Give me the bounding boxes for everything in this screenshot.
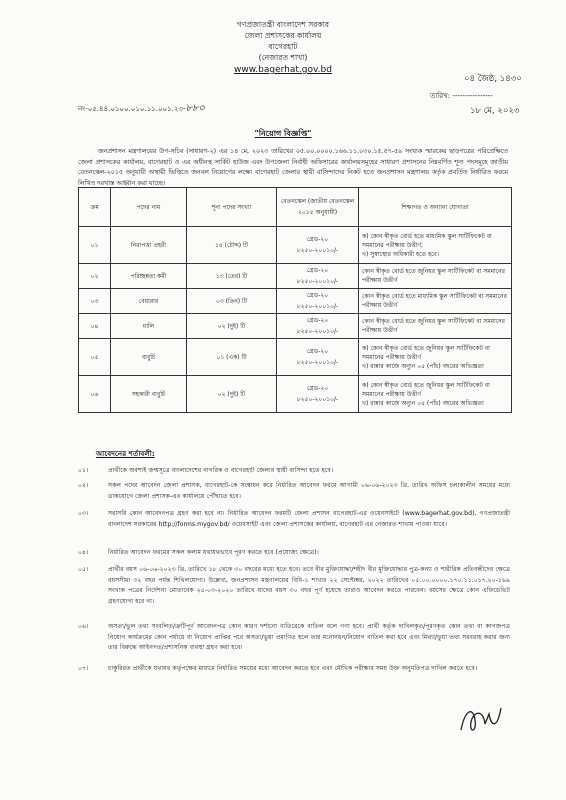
vacancy-table	[78, 187, 512, 413]
condition-number: ০৩।	[78, 510, 89, 517]
table-row	[79, 314, 512, 339]
section-name: (নেজারত শাখা)	[258, 53, 308, 62]
website-link[interactable]: www.bagerhat.gov.bd	[234, 65, 332, 75]
district-name: বাগেরহাট	[268, 42, 298, 51]
qual-line: ক) কোন স্বীকৃত বোর্ড হতে জুনিয়র স্কুল সার্টিফিকেট বা সমমানের পরীক্ষায় উত্তীর্ণ	[362, 344, 490, 361]
grade: গ্রেড-২০	[306, 267, 329, 274]
cell-qualification	[359, 376, 512, 413]
condition-number: ০৬।	[78, 623, 89, 630]
condition-text: প্রার্থীকে অবশ্যই জন্মসূত্রে বাংলাদেশের নাগরিক ও বাগেরহাট জেলার স্থায়ী বাসিন্দা হতে হবে।	[108, 467, 334, 474]
header-post: পদের নাম	[111, 188, 187, 227]
condition-number: ০২।	[78, 482, 89, 489]
cell-qualification	[359, 339, 512, 376]
qual-line: ক) কোন স্বীকৃত বোর্ড হতে জুনিয়র স্কুল সার্টিফিকেট বা সমমানের পরীক্ষায় উত্তীর্ণ	[362, 381, 490, 398]
header-count: শূন্য পদের সংখ্যা	[187, 188, 277, 227]
cell-count: ১৩ (তের) টি	[187, 264, 277, 289]
cell-scale	[277, 376, 359, 413]
signature-mark	[455, 700, 505, 740]
table-row	[79, 289, 512, 314]
condition-number: ০৭।	[78, 665, 89, 672]
grade: গ্রেড-২০	[306, 236, 329, 243]
qual-line: খ) সুস্বাস্থ্যের অধিকারী হতে হবে।	[362, 250, 440, 258]
intro-paragraph: জনপ্রশাসন মন্ত্রণালয়ের উপ-সচিব (সাধারণ-২) এর ১৪ মে, ২০২৩ তারিখের ০৫.০০.০০০০.১৬৬.১১.০৩০.১৫.৫৭-৫৯ সংখ্যক স্মারকের ছাড়পত্রের পরিপ্রেক্ষিতে জেলা প্রশাসকের কার্যালয়, বাগেরহাট ও এর অধীনস্থ সার্কিট হাউজ এবং উপজেলা নির্বাহী অফিসারের কার্যালয়সমূহের সাধারণ প্রশাসনের নিম্নবর্ণিত শূন্য পদসমূহে জাতীয় বেতনস্কেল-২০১৫ অনুযায়ী অস্থায়ী ভিত্তিতে জনবল নিয়োগের লক্ষ্যে বাগেরহাট জেলার স্থায়ী বাসিন্দাদের নিকট হতে জনপ্রশাসন মন্ত্রণালয় কর্তৃক প্রবর্তিত নির্ধারিত ফরমে লিখিত দরখাস্ত আহ্বান করা যাচ্ছে।	[78, 148, 508, 187]
office-title: জেলা প্রশাসকের কার্যালয়	[244, 31, 322, 40]
cell-sl: ০৫	[79, 339, 111, 376]
cell-sl: ০৪	[79, 314, 111, 339]
cell-sl: ০৬	[79, 376, 111, 413]
cell-scale	[277, 339, 359, 376]
memo-number-text: নং-০৫.৪৪.০১০০.০১০.১১.০০১.২৩-	[78, 105, 186, 113]
qual-line: কোন স্বীকৃত বোর্ড হতে মাধ্যমিক স্কুল সার্টিফিকেট বা সমমানের পরীক্ষায় উত্তীর্ণ	[362, 293, 507, 309]
date-label: তারিখ: ----------------	[430, 92, 493, 100]
condition-number: ০১।	[78, 467, 89, 474]
scale: ৮২৫০-২০০১০/-	[296, 247, 339, 254]
cell-qualification	[359, 289, 512, 314]
cell-scale	[277, 227, 359, 264]
cell-post: বাবুর্চি	[111, 339, 187, 376]
qual-line: খ) রান্নার কাজে অন্যুন ০৫ (পাঁচ) বছরের অভিজ্ঞতা	[362, 362, 484, 370]
qual-line: ক) কোন স্বীকৃত বোর্ড হতে মাধ্যমিক স্কুল সার্টিফিকেট বা সমমানের পরীক্ষায় উত্তীর্ণ;	[362, 232, 492, 249]
cell-sl: ০২	[79, 264, 111, 289]
condition-text: সরাসরি কোন আবেদনপত্র গ্রহণ করা হবে না। নির্ধারিত আবেদন ফরমটি জেলা প্রশাসন বাগেরহাট-এর ওয়েবসাইটে (www.bagerhat.gov.bd), গণপ্রজাতন্ত্রী বাংলাদেশ সরকারের http://forms.mygov.bd/ ওয়েবসাইট এবং জেলা প্রশাসকের কার্যালয়, বাগেরহাট এর নেজারত শাখায় পাওয়া যাবে।	[108, 510, 510, 528]
grade: গ্রেড-২০	[306, 348, 329, 355]
notice-title: "নিয়োগ বিজ্ঞপ্তি"	[254, 129, 312, 138]
cell-post: পরিচ্ছন্নতা কর্মী	[111, 264, 187, 289]
cell-qualification	[359, 227, 512, 264]
condition-number: ০৪।	[78, 549, 89, 556]
cell-scale	[277, 314, 359, 339]
condition-text: অসত্য/ভুল তথ্য সংবলিত/ত্রুটিপূর্ণ আবেদনপত্র কোন কারণ দর্শানো ব্যতিরেকে বাতিল বলে গণ্য হবে। প্রার্থী কর্তৃক দাখিলকৃত/পূরণকৃত কোন তথ্য বা কাগজপত্র নিয়োগ কার্যক্রমের কোন পর্যায়ে বা নিয়োগ প্রাপ্তির পরে অসত্য/ভুয়া প্রমাণিত হলে তার মনোনয়ন/নিয়োগ বাতিল করা হবে এবং মিথ্যা/ভুয়া তথ্য সরবরাহ করার জন্য তার বিরুদ্ধে আইনগত/প্রশাসনিক ব্যবস্থা গ্রহণ করা হবে।	[108, 623, 510, 651]
header-scale: বেতনস্কেল (জাতীয় বেতনস্কেল ২০১৫ অনুযায়ী)	[277, 188, 359, 227]
cell-count: ০২ (দুই) টি	[187, 314, 277, 339]
cell-sl: ০১	[79, 227, 111, 264]
cell-qualification	[359, 264, 512, 289]
cell-post: বেয়ারার	[111, 289, 187, 314]
cell-qualification	[359, 314, 512, 339]
header-qualification: শিক্ষাগত ও অন্যান্য যোগ্যতা	[359, 188, 512, 227]
memo-handwritten: ৮৮০	[185, 103, 205, 114]
grade: গ্রেড-২০	[306, 317, 329, 324]
condition-item	[78, 481, 510, 502]
condition-text: চাকুরিরত প্রার্থীকে যথাযথ কর্তৃপক্ষের মাধ্যমে নির্ধারিত সময়ের মধ্যে আবেদন করতে হবে এবং মৌখিক পরীক্ষার সময় উক্ত অনুমতিপত্র দাখিল করতে হবে।	[108, 665, 478, 672]
table-row	[79, 264, 512, 289]
scale: ৮২৫০-২০০১০/-	[296, 396, 339, 403]
cell-post: মালি	[111, 314, 187, 339]
govt-title: গণপ্রজাতন্ত্রী বাংলাদেশ সরকার	[236, 20, 330, 29]
conditions-title: আবেদনের শর্তাবলী:	[96, 449, 155, 458]
grade: গ্রেড-২০	[306, 292, 329, 299]
cell-count: ১৪ (চৌদ্দ) টি	[187, 227, 277, 264]
condition-item	[78, 664, 510, 675]
qual-line: কোন স্বীকৃত বোর্ড হতে জুনিয়র স্কুল সার্টিফিকেট বা সমমানের পরীক্ষায় উত্তীর্ণ	[362, 268, 505, 284]
condition-text: নির্ধারিত আবেদন ফরমের সকল কলাম যথাযথভাবে পূরণ করতে হবে (প্রযোজ্য ক্ষেত্রে)।	[108, 549, 319, 556]
condition-item	[78, 622, 510, 654]
table-header-row	[79, 188, 512, 227]
qual-line: কোন স্বীকৃত বোর্ড হতে জুনিয়র স্কুল সার্টিফিকেট বা সমমানের পরীক্ষায় উত্তীর্ণ	[362, 318, 505, 334]
cell-count: ০১ (এক) টি	[187, 339, 277, 376]
scale: ৮২৫০-২০০১০/-	[296, 359, 339, 366]
grade: গ্রেড-২০	[306, 385, 329, 392]
memo-number	[78, 101, 205, 118]
condition-item	[78, 565, 510, 607]
cell-post: সহকারী বাবুর্চি	[111, 376, 187, 413]
scale: ৮২৫০-২০০১০/-	[296, 328, 339, 335]
scale: ৮২৫০-২০০১০/-	[296, 303, 339, 310]
condition-number: ০৫।	[78, 566, 89, 573]
condition-text: সকল পদের আবেদন জেলা প্রশাসক, বাগেরহাট-কে সম্বোধন করে নির্ধারিত আবেদন ফরমে আগামী ০৬-০৬-২০২৩ খ্রি. তারিখ অফিস চলাকালীন সময়ের মধ্যে ডাকযোগে জেলা প্রশাসক-এর কার্যালয়ে পৌঁছাতে হবে।	[108, 482, 510, 500]
qual-line: খ) রান্নার কাজে অন্যুন ০৫ (পাঁচ) বছরের অভিজ্ঞতা	[362, 399, 484, 407]
condition-item	[78, 466, 510, 477]
cell-post: নিরাপত্তা প্রহরী	[111, 227, 187, 264]
cell-scale	[277, 289, 359, 314]
cell-count: ০৩ (তিন) টি	[187, 289, 277, 314]
header-sl: ক্রম	[79, 188, 111, 227]
table-row	[79, 376, 512, 413]
condition-text: প্রার্থীর বয়স ০৬-০৬-২০২৩ খ্রি. তারিখে ১৮ থেকে ৩০ বছরের মধ্যে হতে হবে। তবে বীর মুক্তিযোদ্ধা/শহীদ বীর মুক্তিযোদ্ধার পুত্র-কন্যা ও শারীরিক প্রতিবন্ধীদের ক্ষেত্রে বয়সসীমা ৩২ বছর পর্যন্ত শিথিলযোগ্য। উল্লেখ্য, জনপ্রশাসন মন্ত্রণালয়ের বিধি-১ শাখার ২২ সেপ্টেম্বর, ২০২২ তারিখের ০৫.০০.০০০০.১৭০.১১.০১৭.২০-১৬৯ সংখ্যক পত্রের নির্দেশনা মোতাবেক ২৫-০৩-২০২০ তারিখে যাদের বয়স ৩০ বছর পূর্ণ হয়েছে তারাও আবেদন করতে পারবেন। বয়সের ক্ষেত্রে কোন এফিডেভিট গ্রহণযোগ্য হবে না।	[108, 566, 510, 605]
date-bangla: ০৪ জৈষ্ঠ, ১৪৩০	[464, 74, 522, 84]
scale: ৮২৫০-২০০১০/-	[296, 278, 339, 285]
table-row	[79, 339, 512, 376]
cell-sl: ০৩	[79, 289, 111, 314]
date-english: ১৮ মে, ২০২৩	[470, 106, 520, 116]
cell-scale	[277, 264, 359, 289]
table-row	[79, 227, 512, 264]
condition-item	[78, 509, 510, 530]
condition-item	[78, 548, 510, 559]
cell-count: ০২ (দুই) টি	[187, 376, 277, 413]
